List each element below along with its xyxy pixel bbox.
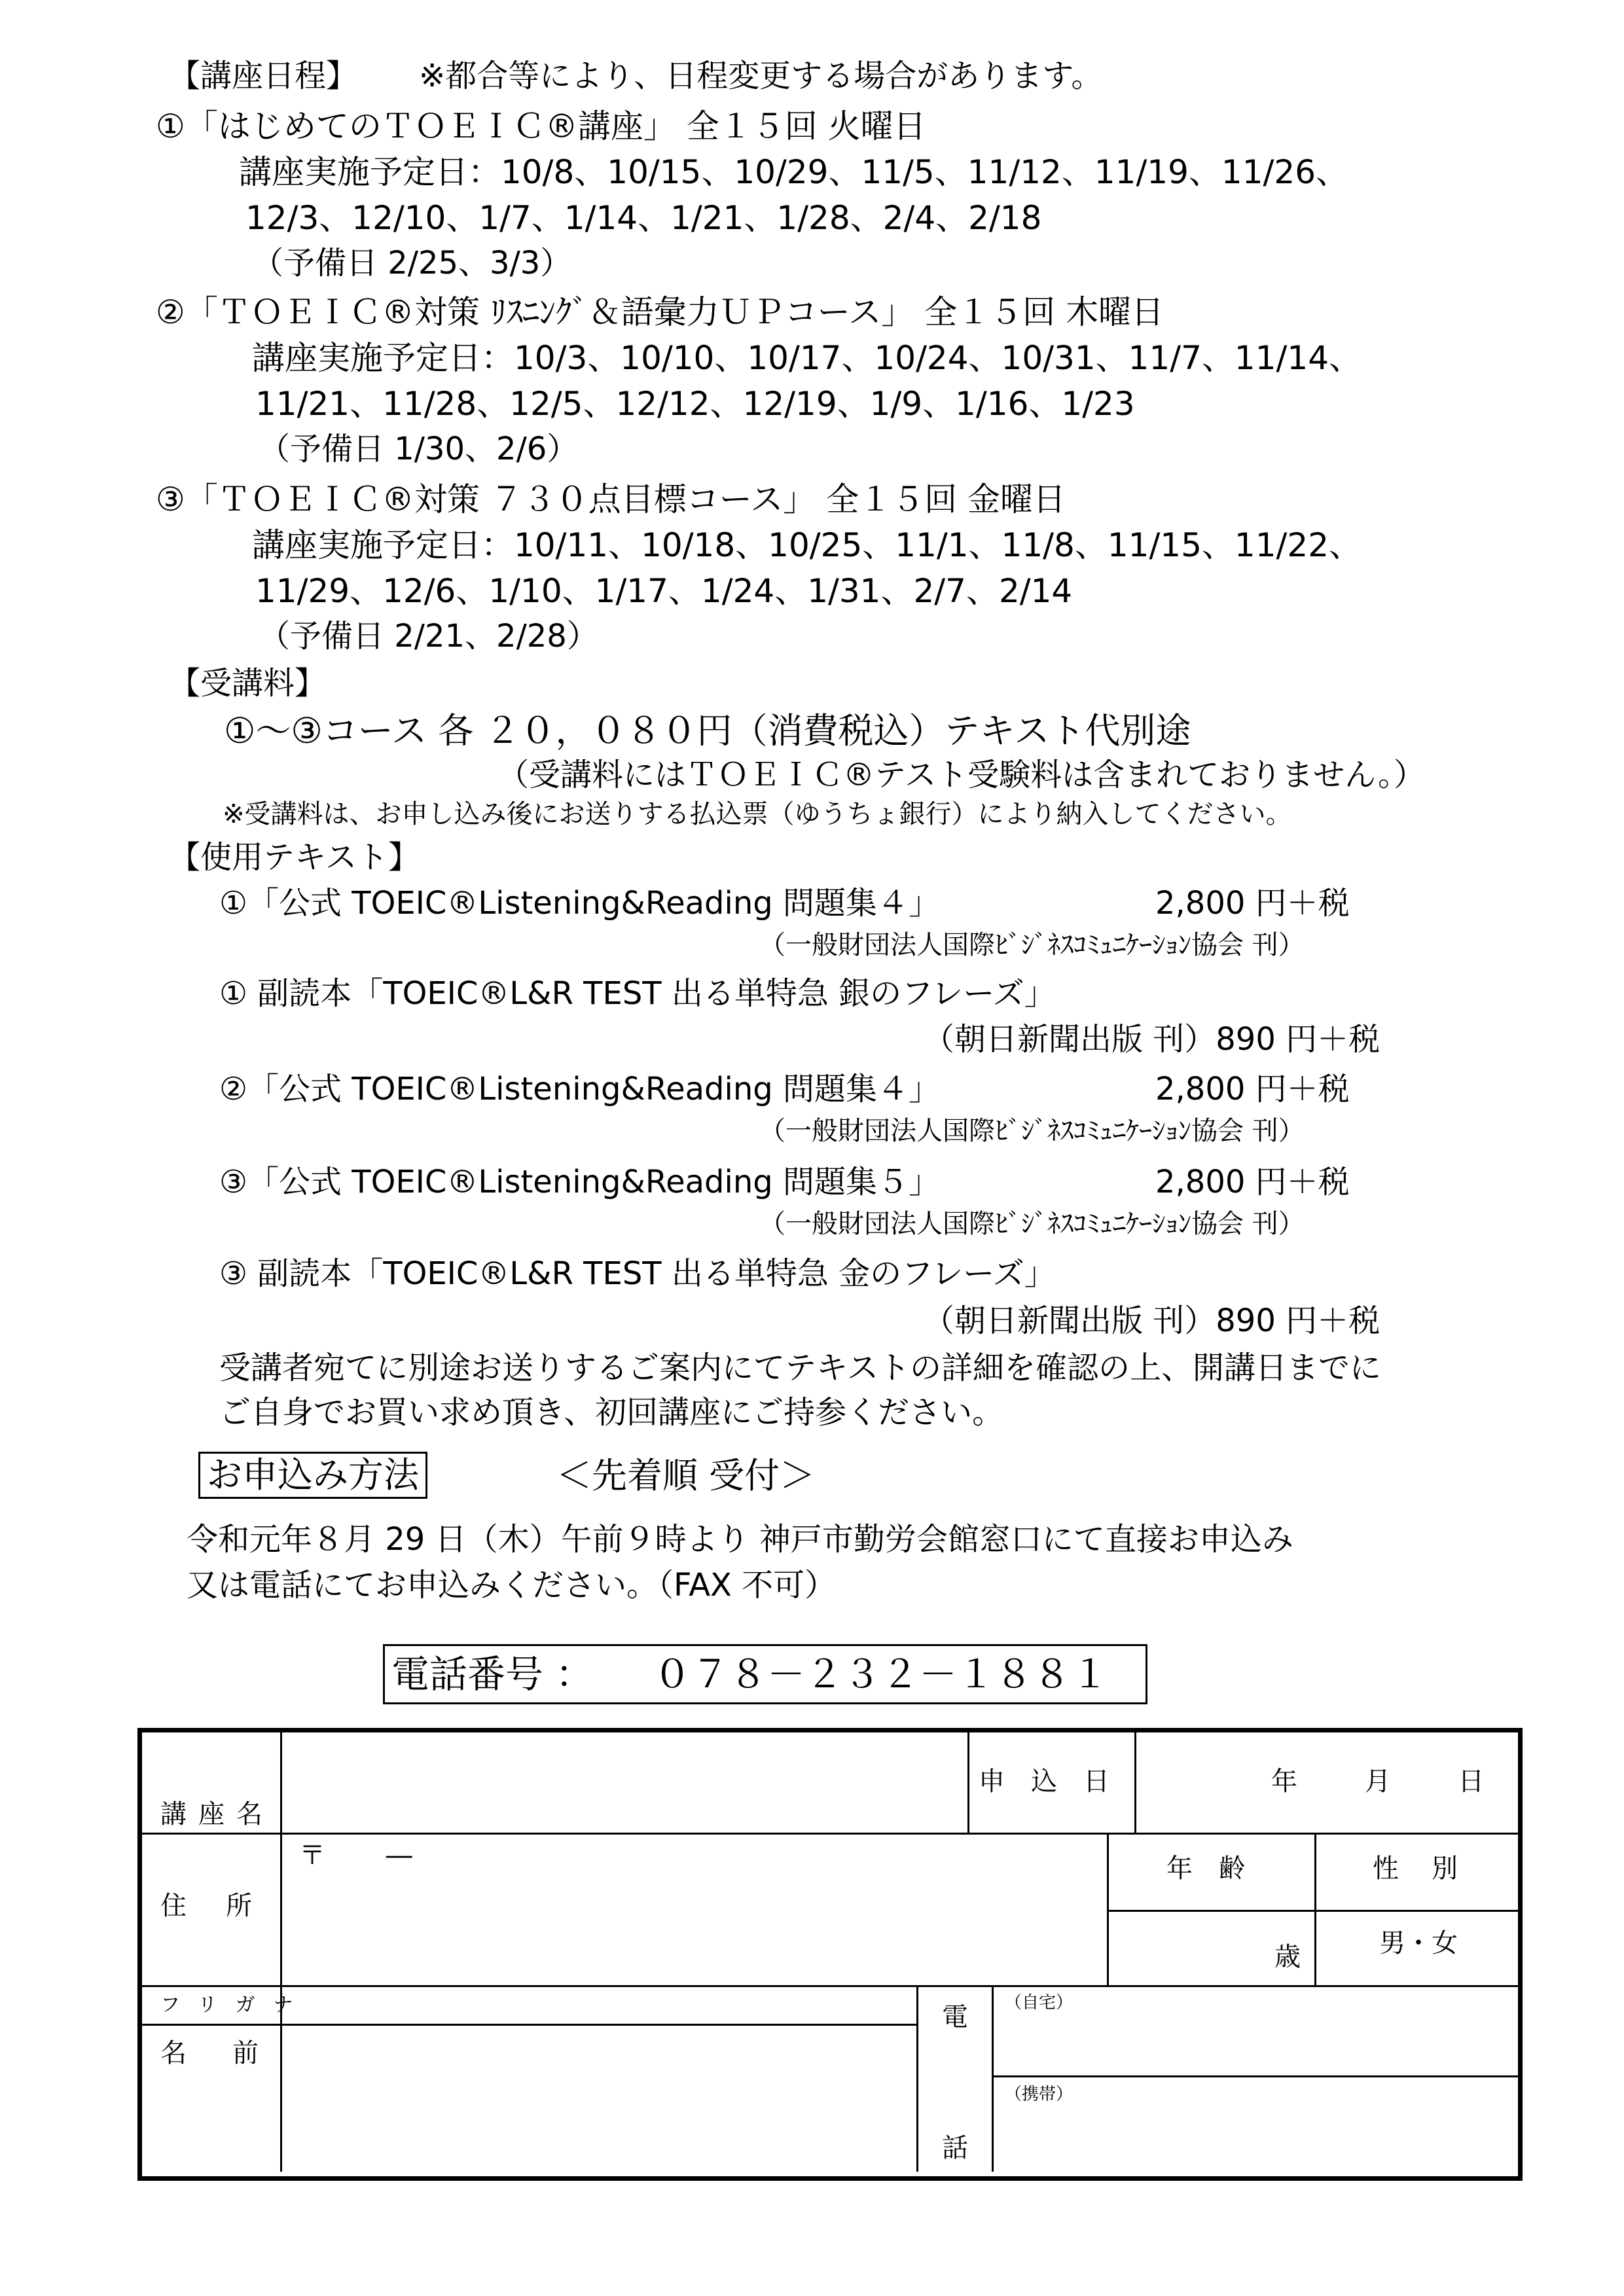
text-3-publisher: （一般財団法人国際ﾋﾞｼﾞﾈｽｺﾐｭﾆｹｰｼｮﾝ協会 刊）	[759, 1116, 1305, 1146]
form-rule	[1107, 1833, 1109, 1985]
text-4-price: 2,800 円＋税	[1155, 1164, 1350, 1200]
course-3-dates-line2: 11/29、12/6、1/10、1/17、1/24、1/31、2/7、2/14	[255, 572, 1073, 610]
mobile-phone-field[interactable]	[994, 2077, 1518, 2172]
name-field[interactable]	[282, 2026, 916, 2172]
apply-line2: 又は電話にてお申込みください。（FAX 不可）	[187, 1567, 837, 1604]
course-3-title: ③「ＴＯＥＩＣ®対策 ７３０点目標コース」 全１５回 金曜日	[156, 480, 1066, 518]
texts-note-line2: ご自身でお買い求め頂き、初回講座にご持参ください。	[219, 1394, 1004, 1431]
schedule-heading: 【講座日程】	[169, 58, 358, 94]
text-1-title: ①「公式 TOEIC®Listening&Reading 問題集４」	[219, 885, 941, 922]
label-furigana: フリガナ	[160, 1994, 312, 2017]
form-rule	[1107, 1910, 1518, 1912]
gender-options[interactable]: 男・女	[1379, 1928, 1458, 1958]
label-tel-2: 話	[942, 2133, 968, 2163]
apply-heading: お申込み方法	[198, 1452, 427, 1499]
form-rule	[1314, 1833, 1316, 1985]
schedule-note: ※都合等により、日程変更する場合があります。	[419, 58, 1103, 94]
text-2-title: ① 副読本「TOEIC®L&R TEST 出る単特急 銀のフレーズ」	[219, 975, 1056, 1012]
text-1-price: 2,800 円＋税	[1155, 885, 1350, 922]
label-age: 年齢	[1166, 1854, 1271, 1884]
texts-note-line1: 受講者宛てに別途お送りするご案内にてテキストの詳細を確認の上、開講日までに	[219, 1350, 1382, 1386]
text-4-publisher: （一般財団法人国際ﾋﾞｼﾞﾈｽｺﾐｭﾆｹｰｼｮﾝ協会 刊）	[759, 1209, 1305, 1239]
apply-line1: 令和元年８月 29 日（木）午前９時より 神戸市勤労会館窓口にて直接お申込み	[187, 1521, 1293, 1558]
label-address: 住所	[160, 1891, 291, 1921]
course-3-reserve: （予備日 2/21、2/28）	[259, 618, 598, 655]
text-3-price: 2,800 円＋税	[1155, 1071, 1350, 1107]
course-1-dates-line1: 講座実施予定日：10/8、10/15、10/29、11/5、11/12、11/19、11/26、	[239, 153, 1349, 191]
course-2-dates-line2: 11/21、11/28、12/5、12/12、12/19、1/9、1/16、1/23	[255, 385, 1135, 423]
text-5-publisher: （朝日新聞出版 刊）890 円＋税	[923, 1302, 1380, 1339]
label-course-name: 講座名	[160, 1799, 274, 1829]
phone-label: 電話番号 ：	[391, 1652, 594, 1696]
fee-exclusion: （受講料にはＴＯＥＩＣ®テスト受験料は含まれておりません。）	[497, 757, 1425, 793]
home-phone-field[interactable]	[994, 1987, 1518, 2075]
label-apply-date: 申込日	[979, 1767, 1136, 1797]
form-rule	[967, 1732, 969, 1833]
label-age-unit: 歳	[1274, 1942, 1301, 1972]
fee-line: ①～③コース 各 ２０，０８０円（消費税込）テキスト代別途	[224, 710, 1191, 751]
fee-heading: 【受講料】	[169, 665, 327, 702]
application-form	[137, 1728, 1523, 2181]
label-postal: 〒 ―	[299, 1840, 412, 1871]
course-2-reserve: （予備日 1/30、2/6）	[259, 431, 579, 467]
label-mobile-phone: （携帯）	[1005, 2085, 1074, 2104]
text-5-title: ③ 副読本「TOEIC®L&R TEST 出る単特急 金のフレーズ」	[219, 1255, 1056, 1292]
fee-payment-note: ※受講料は、お申し込み後にお送りする払込票（ゆうちょ銀行）により納入してください。	[223, 799, 1292, 829]
furigana-field[interactable]	[282, 1987, 916, 2024]
form-rule	[916, 1985, 918, 2172]
course-2-title: ②「ＴＯＥＩＣ®対策 ﾘｽﾆﾝｸﾞ＆語彙力ＵＰコース」 全１５回 木曜日	[156, 293, 1164, 331]
text-4-title: ③「公式 TOEIC®Listening&Reading 問題集５」	[219, 1164, 941, 1200]
text-2-publisher: （朝日新聞出版 刊）890 円＋税	[923, 1021, 1380, 1058]
course-name-field[interactable]	[282, 1732, 967, 1833]
label-tel-1: 電	[942, 2002, 968, 2032]
course-3-dates-line1: 講座実施予定日：10/11、10/18、10/25、11/1、11/8、11/15、11/22、	[252, 526, 1362, 564]
course-1-dates-line2: 12/3、12/10、1/7、1/14、1/21、1/28、2/4、2/18	[245, 199, 1042, 237]
course-1-title: ①「はじめてのＴＯＥＩＣ®講座」 全１５回 火曜日	[156, 107, 926, 145]
address-field[interactable]	[282, 1835, 1107, 1985]
label-gender: 性別	[1373, 1854, 1490, 1884]
course-2-dates-line1: 講座実施予定日：10/3、10/10、10/17、10/24、10/31、11/7、11/14、	[252, 339, 1362, 377]
apply-order: ＜先着順 受付＞	[556, 1455, 816, 1496]
label-date-fields: 年 月 日	[1271, 1767, 1485, 1797]
texts-heading: 【使用テキスト】	[169, 839, 420, 876]
label-home-phone: （自宅）	[1005, 1993, 1074, 2013]
label-name: 名前	[160, 2038, 304, 2068]
course-1-reserve: （予備日 2/25、3/3）	[252, 245, 572, 281]
text-3-title: ②「公式 TOEIC®Listening&Reading 問題集４」	[219, 1071, 941, 1107]
text-1-publisher: （一般財団法人国際ﾋﾞｼﾞﾈｽｺﾐｭﾆｹｰｼｮﾝ協会 刊）	[759, 930, 1305, 960]
phone-number[interactable]: ０７８－２３２－１８８１	[653, 1652, 1110, 1696]
phone-box	[383, 1644, 1147, 1704]
